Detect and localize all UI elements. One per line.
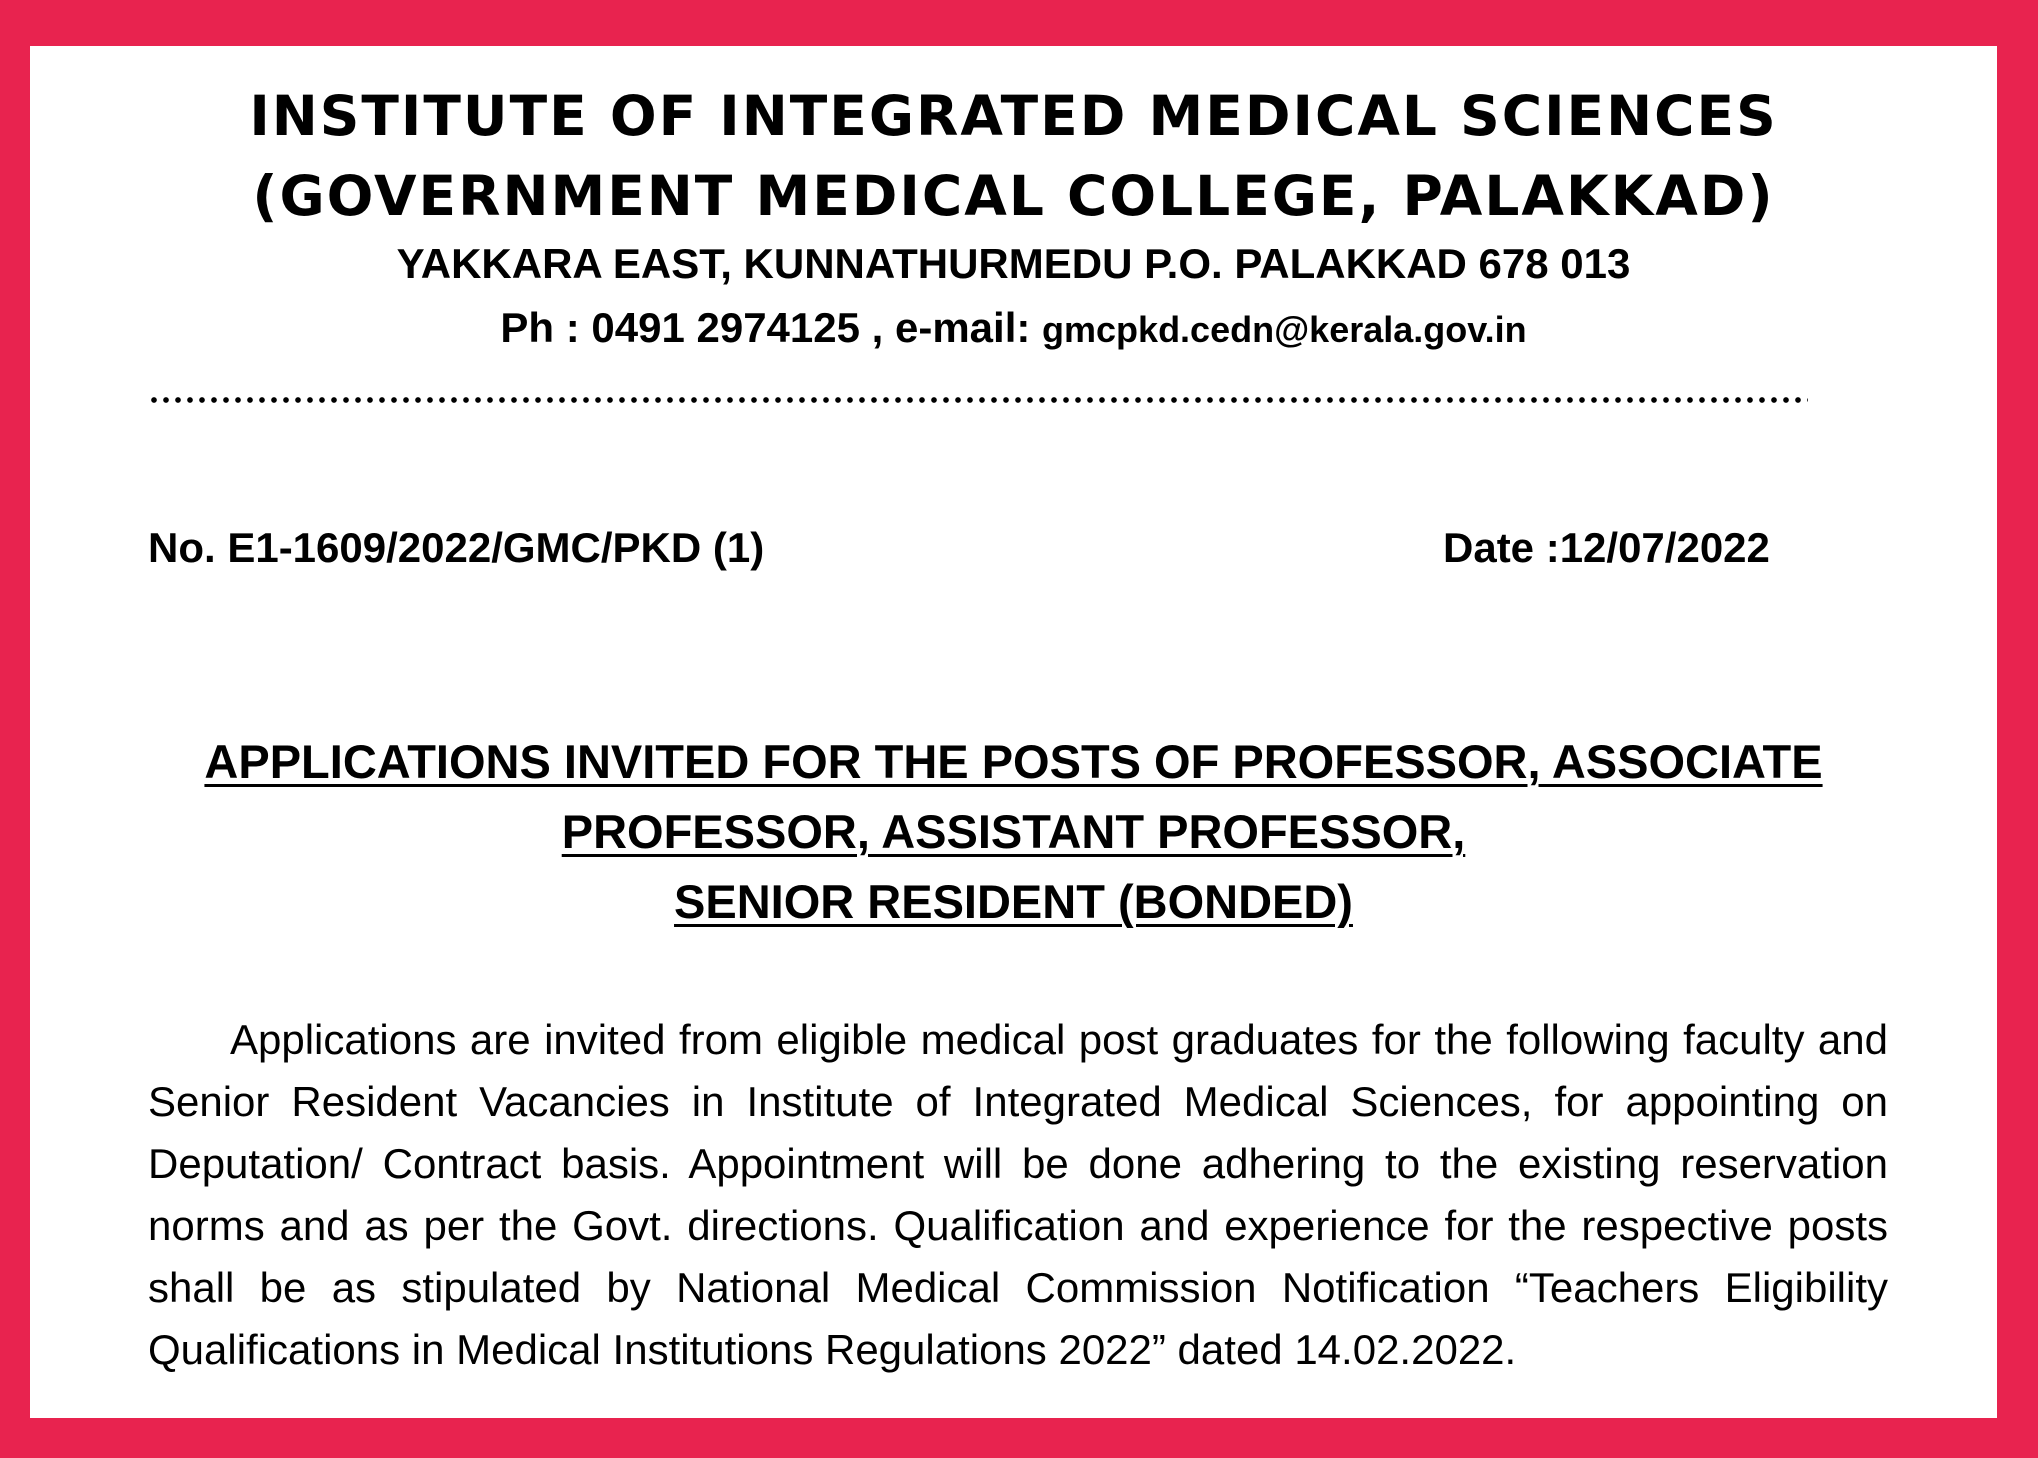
institute-name-line1: INSTITUTE OF INTEGRATED MEDICAL SCIENCES	[249, 84, 1778, 148]
contact-line	[30, 304, 1997, 352]
institute-address: YAKKARA EAST, KUNNATHURMEDU P.O. PALAKKAD 678 013	[396, 240, 1631, 287]
contact-email: gmcpkd.cedn@kerala.gov.in	[1042, 309, 1527, 350]
notice-document	[30, 46, 1997, 1418]
dotted-divider	[148, 396, 1808, 404]
reference-number: No. E1-1609/2022/GMC/PKD (1)	[148, 524, 765, 571]
notice-heading-line2: PROFESSOR, ASSISTANT PROFESSOR,	[561, 805, 1466, 858]
notice-heading-line1: APPLICATIONS INVITED FOR THE POSTS OF PROFESSOR, ASSOCIATE	[204, 735, 1823, 788]
notice-heading-line3: SENIOR RESIDENT (BONDED)	[674, 875, 1353, 928]
reference-date: Date :12/07/2022	[1443, 524, 1770, 571]
notice-body-paragraph: Applications are invited from eligible medical post graduates for the following faculty and Senior Resident Vacancies in Institute of Integrated Medical Sciences, for appointing on Deputation/ Contract basis. Appointment will be done adhering to the existing reservation norms and as per the Govt. directions. Qualification and experience for the respective posts shall be as stipulated by National Medical Commission Notification “Teachers Eligibility Qualifications in Medical Institutions Regulations 2022” dated 14.02.2022.	[148, 1016, 1888, 1373]
contact-phone-label: Ph : 0491 2974125 , e-mail:	[500, 304, 1043, 351]
institute-name-line2: (GOVERNMENT MEDICAL COLLEGE, PALAKKAD)	[252, 164, 1775, 228]
